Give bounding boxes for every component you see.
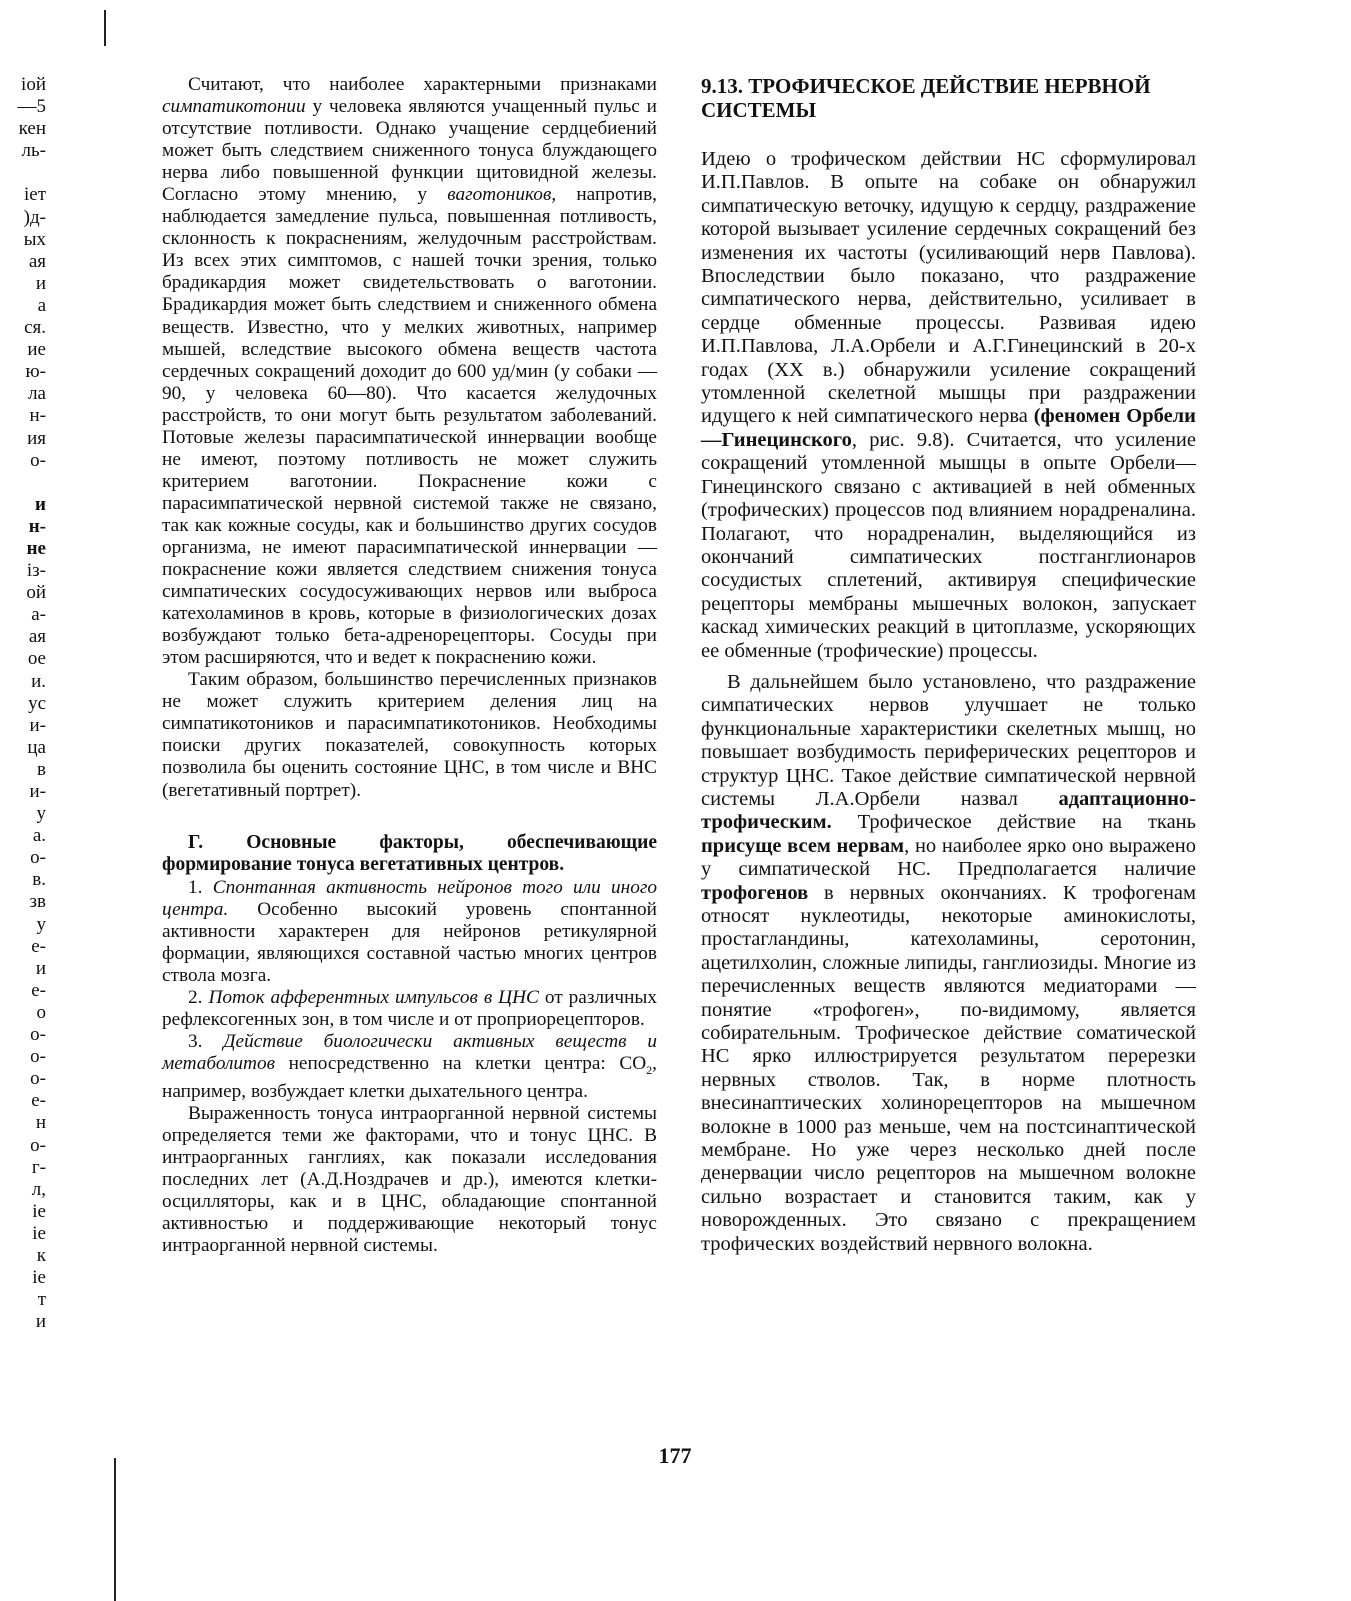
margin-fragment: г- — [31, 1156, 46, 1178]
margin-fragment: ой — [26, 582, 46, 604]
margin-fragment: ая — [28, 626, 46, 648]
margin-fragment: ся. — [24, 317, 46, 339]
right-column — [701, 74, 1196, 1256]
factor-3: 3. Действие биологически активных веществ и метаболитов непосредственно на клетки центра: $СО_2$, например, возбуждает клетки дыхательного центра. — [162, 1030, 657, 1102]
margin-fragment: а — [37, 294, 46, 316]
margin-fragment: ль- — [21, 140, 46, 162]
paragraph: Таким образом, большинство перечисленных признаков не может служить критерием деления лиц на симпатикотоников и парасимпатикотоников. Необходимы поиски других показателей, совокупность которых позволила бы оценить состояние ЦНС, в том числе и ВНС (вегетативный портрет). — [162, 669, 657, 801]
margin-fragment: ая — [28, 250, 46, 272]
margin-fragment: а. — [32, 825, 46, 847]
factor-2: 2. Поток афферентных импульсов в ЦНС от различных рефлексогенных зон, в том числе и от проприорецепторов. — [162, 986, 658, 1030]
margin-fragment — [0, 162, 46, 184]
margin-fragment: кен — [18, 118, 46, 140]
margin-fragment: у — [36, 803, 46, 825]
section-heading: Г. Основные факторы, обеспечивающие формирование тонуса вегетативных центров. — [162, 831, 657, 876]
margin-fragment: із- — [26, 560, 46, 582]
margin-fragment: ца — [27, 736, 46, 758]
margin-fragment: о — [36, 1001, 46, 1023]
paragraph: В дальнейшем было установлено, что раздражение симпатических нервов улучшает не только функциональные характеристики скелетных мышц, но повышает возбудимость периферических рецепторов и структур ЦНС. Такое действие симпатической нервной системы Л.А.Орбели назвал адаптационно-трофическим. Трофическое действие на ткань присуще всем нервам, но наиболее ярко оно выражено у симпатической НС. Предполагается наличие трофогенов в нервных окончаниях. К трофогенам относят нуклеотиды, некоторые аминокислоты, простагландины, катехоламины, серотонин, ацетилхолин, сложные липиды, ганглиозиды. Многие из перечисленных веществ являются медиаторами — понятие «трофоген», по-видимому, является собирательным. Трофическое действие соматической НС ярко иллюстрируется результатом перерезки нервных стволов. Так, в норме плотность внесинаптических холинорецепторов на мышечном волокне в 1000 раз меньше, чем на постсинаптической мембране. Но уже через несколько дней после денервации число рецепторов на мышечном волокне сильно возрастает и становится таким, как у новорожденных. Это связано с прекращением трофических воздействий нервного волокна. — [701, 670, 1196, 1255]
margin-fragment: у — [36, 913, 46, 935]
margin-fragment: ое — [27, 648, 46, 670]
margin-fragment: и- — [29, 781, 46, 802]
margin-fragment: к — [36, 1244, 46, 1266]
margin-fragment: е- — [31, 1090, 46, 1112]
margin-fragment: іе — [32, 1222, 46, 1244]
margin-fragment: и — [35, 957, 46, 979]
margin-fragment: о- — [30, 847, 46, 869]
margin-fragment: н- — [28, 515, 46, 537]
margin-fragment: ла — [28, 383, 46, 405]
paragraph: Идею о трофическом действии НС сформулировал И.П.Павлов. В опыте на собаке он обнаружил симпатическую веточку, идущую к сердцу, раздражение которой вызывает усиление сердечных сокращений без изменения их частоты (усиливающий нерв Павлова). Впоследствии было показано, что раздражение симпатического нерва, действительно, усиливает в сердце обменные процессы. Развивая идею И.П.Павлова, Л.А.Орбели и А.Г.Гинецинский в 20-х годах (XX в.) обнаружили усиление сокращений утомленной скелетной мышцы при раздражении идущего к ней симпатического нерва (феномен Орбели—Гинецинского, рис. 9.8). Считается, что усиление сокращений утомленной мышцы в опыте Орбели—Гинецинского связано с активацией в ней обменных (трофических) процессов под влиянием норадреналина. Полагают, что норадреналин, выделяющийся из окончаний симпатических постганглионаров сосудистых сплетений, активируя специфические рецепторы мембраны мышечных волокон, запускает каскад химических реакций в цитоплазме, ускоряющих ее обменные (трофические) процессы. — [701, 148, 1196, 662]
paragraph: Выраженность тонуса интраорганной нервной системы определяется теми же факторами, что и тонус ЦНС. В интраорганных ганглиях, как показали исследования последних лет (А.Д.Ноздрачев и др.), имеются клетки-осцилляторы, как и в ЦНС, обладающие спонтанной активностью и поддерживающие некоторый тонус интраорганной нервной системы. — [162, 1102, 657, 1257]
margin-fragment: )д- — [23, 206, 46, 228]
margin-fragment: іой — [21, 74, 46, 95]
margin-fragment: не — [26, 537, 46, 559]
margin-fragment: о- — [30, 1024, 46, 1046]
margin-fragment: о- — [30, 1046, 46, 1068]
margin-fragment: о- — [30, 449, 46, 471]
margin-fragment: ю- — [25, 361, 46, 383]
margin-fragment: о- — [30, 1068, 46, 1090]
margin-fragment: т — [37, 1289, 46, 1311]
margin-fragment: іе — [32, 1200, 46, 1222]
margin-fragment: и. — [31, 670, 46, 692]
margin-fragment: зв — [29, 891, 46, 913]
left-column — [162, 74, 657, 1257]
margin-fragment: и — [35, 1311, 46, 1333]
margin-fragment: іе — [32, 1267, 46, 1289]
margin-fragment: а- — [31, 604, 46, 626]
margin-fragment: л, — [31, 1178, 46, 1200]
margin-fragment: е- — [31, 935, 46, 957]
scan-mark-top — [104, 10, 106, 46]
scan-mark-bottom-left — [114, 1458, 116, 1601]
margin-fragment: о- — [30, 1134, 46, 1156]
margin-fragment: ие — [27, 339, 46, 361]
margin-fragment: ых — [23, 228, 46, 250]
margin-fragment: н — [35, 1112, 46, 1134]
margin-fragment: в — [37, 758, 46, 780]
margin-fragment: ус — [28, 692, 46, 714]
margin-fragment: в. — [32, 869, 46, 891]
margin-fragment: и — [35, 493, 46, 515]
margin-fragment: и- — [29, 714, 46, 736]
margin-fragment: ия — [27, 427, 46, 449]
factor-1: 1. Спонтанная активность нейронов того или иного центра. Особенно высокий уровень спонтанной активности характерен для нейронов ретикулярной формации, являющихся составной частью многих центров ствола мозга. — [162, 876, 657, 986]
chapter-heading: 9.13. ТРОФИЧЕСКОЕ ДЕЙСТВИЕ НЕРВНОЙ СИСТЕМЫ — [701, 74, 1151, 122]
margin-fragment — [0, 472, 46, 494]
margin-fragment: іет — [23, 184, 46, 206]
margin-fragment: —5 — [17, 96, 46, 118]
margin-fragment: и — [35, 272, 46, 294]
page-number: 177 — [658, 1443, 692, 1468]
facing-page-margin — [0, 74, 46, 1333]
margin-fragment: н- — [29, 405, 46, 427]
margin-fragment: е- — [31, 979, 46, 1001]
paragraph: Считают, что наиболее характерными признаками симпатикотонии у человека являются учащенный пульс и отсутствие потливости. Однако учащение сердцебиений может быть следствием сниженного тонуса блуждающего нерва либо повышенной функции щитовидной железы. Согласно этому мнению, у ваготоников, напротив, наблюдается замедление пульса, повышенная потливость, склонность к покраснениям, желудочным расстройствам. Из всех этих симптомов, с нашей точки зрения, только брадикардия может свидетельствовать о ваготонии. Брадикардия может быть следствием и сниженного обмена веществ. Известно, что у мелких животных, например мышей, вследствие высокого обмена веществ частота сердечных сокращений доходит до 600 уд/мин (у собаки — 90, у человека 60—80). Что касается желудочных расстройств, то они могут быть результатом заболеваний. Потовые железы парасимпатической иннервации вообще не имеют, поэтому потливость не может служить критерием ваготонии. Покраснение кожи с парасимпатической нервной системой также не связано, так как кожные сосуды, как и большинство других сосудов организма, не имеют парасимпатической иннервации — покраснение кожи является следствием снижения тонуса симпатических сосудосуживающих нервов или выброса катехоламинов в кровь, которые в физиологических дозах возбуждают только бета-адренорецепторы. Сосуды при этом расширяются, что и ведет к покраснению кожи. — [162, 74, 657, 669]
